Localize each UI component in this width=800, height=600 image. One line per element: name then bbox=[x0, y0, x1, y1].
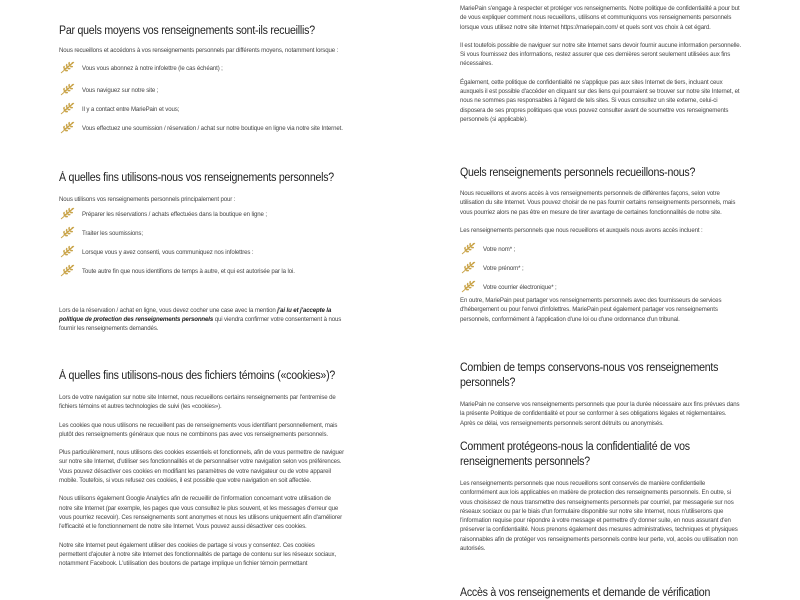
list-item-text: Toute autre fin que nous identifions de temps à autre, et qui est autorisée par la loi. bbox=[82, 268, 295, 276]
wheat-icon bbox=[59, 120, 77, 134]
section-acces bbox=[460, 586, 742, 600]
section-combien bbox=[460, 361, 742, 428]
paragraph: Lors de votre navigation sur notre site Internet, nous recueillons certains renseignements par l'entremise de fichiers témoins et autres technologies de suivi (les «cookies»). bbox=[59, 394, 336, 411]
paragraph: Nous recueillons et avons accès à vos renseignements personnels de différentes façons, selon votre utilisation du site Internet. Vous pouvez choisir de ne pas fournir certains renseignements personnels, mais vous pourriez alors ne pas être en mesure de tirer avantage de certaines fonctionnalités de notre site. bbox=[460, 190, 736, 216]
list-item-text: Il y a contact entre MariePain et vous; bbox=[82, 106, 180, 114]
wheat-icon bbox=[59, 206, 77, 220]
paragraph: MariePain ne conserve vos renseignements personnels que pour la durée nécessaire aux fins prévues dans la présente Politique de confidentialité et pour se conformer à ses obligations légales et réglementaires. Après ce délai, vos renseignements personnels seront détruits ou anonymisés. bbox=[460, 401, 740, 427]
list-item bbox=[59, 86, 344, 105]
list-item-text: Votre courrier électronique* ; bbox=[483, 284, 557, 292]
list-item bbox=[59, 248, 344, 267]
paragraph: Notre site Internet peut également utiliser des cookies de partage si vous y consentez. Ces cookies permettent d'ajouter à notre site Internet des fonctionnalités de partage de contenu sur les réseaux sociaux, notamment Facebook. L'utilisation des boutons de partage implique un fichier témoin permettant bbox=[59, 541, 337, 568]
list-item bbox=[59, 124, 344, 133]
paragraph: Il est toutefois possible de naviguer sur notre site Internet sans devoir fournir aucune information personnelle. Si vous fournissez des informations, restez assurer que ces dernières seront seulement utilisées aux fins nécessaires. bbox=[460, 41, 742, 68]
wheat-icon bbox=[59, 244, 77, 258]
section-title: Comment protégeons-nous la confidentialité de vos renseignements personnels? bbox=[460, 441, 690, 468]
consent-text: Lors de la réservation / achat en ligne, vous devez cocher une case avec la mention bbox=[59, 306, 278, 314]
paragraph: Les renseignements personnels que nous recueillons sont conservés de manière confidentielle conformément aux lois applicables en matière de protection des renseignements personnels. En outre, si vous choisissez de nous transmettre des renseignements personnels par courriel, par messagerie sur nos réseaux sociaux ou par le biais d'un formulaire disponible sur notre site Internet, nous n'utiliserons que l'information requise pour répondre à votre message et permettre d'y donner suite, en nous assurant d'en préserver la confidentialité. Nous prenons également des mesures administratives, techniques et physiques raisonnables afin de protéger vos renseignements personnels contre leur perte, vol, accès ou utilisation non autorisés. bbox=[460, 480, 738, 553]
paragraph: Également, cette politique de confidentialité ne s'applique pas aux sites Internet de tiers, incluant ceux auxquels il est possible d'accéder en cliquant sur des liens qui pourraient se trouver sur notre site Internet, et nous ne sommes pas responsables à l'égard de tels sites. Si vous consultez un site externe, celui-ci disposera de ses propres politiques que vous pouvez consulter avant de soumettre vos renseignements personnels (si applicable). bbox=[460, 78, 740, 123]
section-title: Quels renseignements personnels recueillons-nous? bbox=[460, 167, 696, 179]
section-title: Combien de temps conservons-nous vos renseignements personnels? bbox=[460, 362, 719, 389]
list-item bbox=[460, 283, 742, 296]
section-title: Accès à vos renseignements et demande de vérification bbox=[460, 587, 711, 599]
list-item bbox=[59, 64, 344, 86]
wheat-icon bbox=[460, 241, 478, 255]
wheat-icon bbox=[59, 225, 77, 239]
section-protection bbox=[460, 440, 742, 553]
section-intro: Nous utilisons vos renseignements personnels principalement pour : bbox=[59, 196, 236, 203]
consent-text: qui viendra confirmer votre consentement à nous fournir les renseignements demandés. bbox=[59, 315, 342, 333]
wheat-icon bbox=[460, 260, 478, 274]
paragraph: MariePain s'engage à respecter et protéger vos renseignements. Notre politique de confidentialité a pour but de vous expliquer comment nous recueillons, utilisons et communiquons vos renseignements personnels lorsque vous utilisez notre site Internet https://mariepain.com/ et quels sont vos choix à cet égard. bbox=[460, 5, 740, 31]
list-item-text: Lorsque vous y avez consenti, vous communiquez nos infolettres : bbox=[82, 249, 254, 257]
section-cookies bbox=[59, 369, 344, 568]
consent-paragraph bbox=[59, 306, 344, 334]
section-intro: Nous recueillons et accédons à vos renseignements personnels par différents moyens, notamment lorsque : bbox=[59, 47, 339, 54]
paragraph: En outre, MariePain peut partager vos renseignements personnels avec des fournisseurs de services d'hébergement ou pour l'envoi d'infolettres. MariePain peut également partager vos renseignements personnels, conformément à l'application d'une loi ou d'une ordonnance d'un tribunal. bbox=[460, 297, 722, 323]
list-item bbox=[59, 229, 344, 248]
list-item-text: Traiter les soumissions; bbox=[82, 230, 143, 238]
wheat-icon bbox=[59, 82, 77, 96]
wheat-icon bbox=[59, 101, 77, 115]
paragraph: Les renseignements personnels que nous recueillons et auxquels nous avons accès incluent : bbox=[460, 226, 703, 234]
list-item-text: Votre nom* ; bbox=[483, 246, 516, 254]
section-quels bbox=[460, 166, 742, 324]
section-engagement bbox=[460, 4, 742, 124]
wheat-icon bbox=[59, 263, 77, 277]
section-title: À quelles fins utilisons-nous des fichiers témoins («cookies»)? bbox=[59, 370, 336, 382]
list-item-text: Préparer les réservations / achats effectuées dans la boutique en ligne ; bbox=[82, 211, 267, 219]
bullet-list bbox=[59, 210, 344, 276]
list-item bbox=[59, 210, 344, 229]
bullet-list bbox=[460, 245, 742, 296]
list-item-text: Vous vous abonnez à notre infolettre (le cas échéant) ; bbox=[82, 65, 223, 73]
paragraph: Les cookies que nous utilisons ne recueillent pas de renseignements vous identifiant personnellement, mais plutôt des renseignements généraux que nous ne combinons pas avec vos renseignements personnels. bbox=[59, 421, 338, 438]
wheat-icon bbox=[460, 279, 478, 293]
wheat-icon bbox=[59, 60, 77, 74]
section-fins bbox=[59, 171, 344, 333]
bullet-list bbox=[59, 64, 344, 133]
paragraph: Nous utilisons également Google Analytics afin de recueillir de l'information concernant votre utilisation de notre site Internet (par exemple, les pages que vous consultez le plus souvent, et les messages d'erreur que vous pourriez recevoir). Ces renseignements sont anonymes et nous les utilisons uniquement afin d'améliorer l'efficacité et le fonctionnement de notre site Internet. Vous pouvez aussi désactiver ces cookies. bbox=[59, 495, 343, 531]
list-item-text: Votre prénom* ; bbox=[483, 265, 524, 273]
section-title: À quelles fins utilisons-nous vos renseignements personnels? bbox=[59, 172, 334, 184]
list-item-text: Vous effectuez une soumission / réservation / achat sur notre boutique en ligne via notre site Internet. bbox=[82, 125, 343, 133]
consent-mention: j'ai lu et j'accepte la politique de protection des renseignements personnels bbox=[59, 306, 332, 323]
paragraph: Plus particulièrement, nous utilisons des cookies essentiels et fonctionnels, afin de vous permettre de naviguer sur notre site Internet, d'utiliser ses fonctionnalités et de personnaliser votre navigation selon vos préférences. Vous pouvez désactiver ces cookies en modifiant les paramètres de votre navigateur ou de votre appareil mobile. Toutefois, si vous refusez ces cookies, il est possible que votre navigation en soit affectée. bbox=[59, 449, 344, 485]
list-item bbox=[59, 105, 344, 124]
list-item-text: Vous naviguez sur notre site ; bbox=[82, 87, 159, 95]
list-item bbox=[460, 245, 742, 264]
section-moyens bbox=[59, 24, 344, 134]
list-item bbox=[460, 264, 742, 283]
list-item bbox=[59, 267, 344, 276]
section-title: Par quels moyens vos renseignements sont-ils recueillis? bbox=[59, 25, 315, 37]
